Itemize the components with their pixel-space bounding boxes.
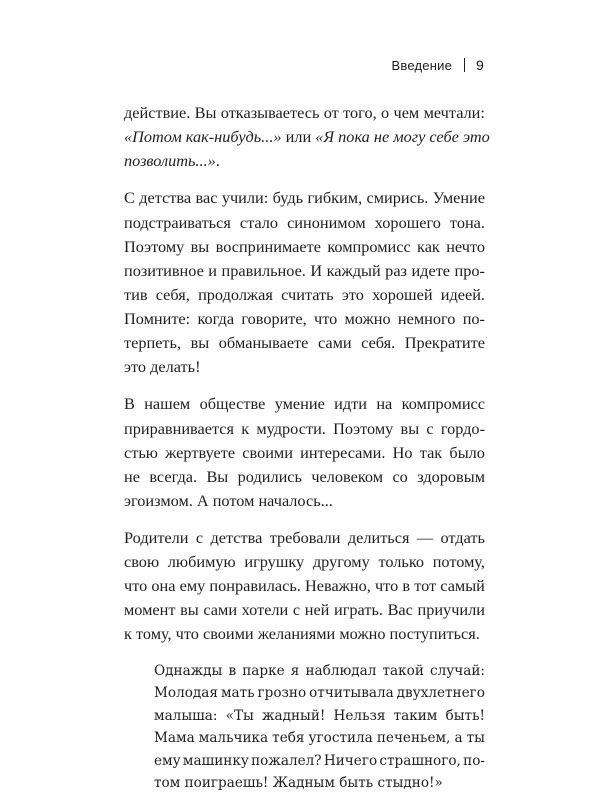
text-line: С детства вас учили: будь гибким, смирись. Умение	[124, 188, 485, 208]
text-line: действие. Вы отказываетесь от того, о чем мечтали:	[124, 103, 485, 122]
text-line: что она ему понравилась. Неважно, что в тот самый	[124, 576, 485, 596]
quote-line: ему машинку пожалел? Ничего страшного, по-	[154, 752, 485, 769]
text-line: Помните: когда говорите, что можно немного по-	[124, 308, 485, 328]
text-line: В нашем обществе умение идти на компромисс	[124, 394, 485, 414]
quote-line: Молодая мать грозно отчитывала двухлетнего	[154, 685, 485, 702]
paragraph-3	[124, 392, 485, 512]
text-line-italic-quotes	[124, 125, 490, 149]
text-line: позитивное и правильное. И каждый раз идете про-	[124, 260, 485, 280]
page-body	[124, 101, 490, 795]
text-line: Поэтому вы воспринимаете компромисс как нечто	[124, 236, 485, 256]
quote-line: малыша: «Ты жадный! Нельзя таким быть!	[154, 707, 485, 724]
text-line: это делать!	[124, 357, 201, 377]
page-number: 9	[476, 57, 484, 73]
section-title: Введение	[391, 57, 452, 73]
text-line: подстраиваться стало синонимом хорошего тона.	[124, 212, 485, 232]
text-line: к тому, что своими желаниями можно поступиться.	[124, 624, 480, 644]
quote-line: Однажды в парке я наблюдал такой случай:	[154, 662, 485, 679]
text-line: не всегда. Вы родились человеком со здоровым	[124, 466, 485, 486]
text-line	[124, 149, 485, 173]
running-head	[392, 57, 484, 73]
text-line: Родители с детства требовали делиться — отдать	[124, 528, 485, 548]
quote-line: Мама мальчика тебя угостила печеньем, а ты	[154, 730, 485, 747]
text-line: стью жертвуете своими интересами. Но так было	[124, 442, 485, 462]
paragraph-gap	[124, 647, 485, 660]
header-divider	[464, 58, 465, 72]
text-line: свою любимую игрушку другому только потому,	[124, 552, 485, 572]
paragraph-2	[124, 186, 485, 379]
text-line: терпеть, вы обманываете сами себя. Прекратите	[124, 333, 485, 353]
paragraph-1	[124, 101, 490, 173]
text-line: эгоизмом. А потом началось...	[124, 490, 333, 510]
italic-line: «Потом как-нибудь...» или «Я пока не могу себе это	[124, 127, 490, 147]
block-quote	[154, 660, 485, 795]
text-line: приравнивается к мудрости. Поэтому вы с гордо-	[124, 418, 485, 438]
paragraph-gap	[124, 173, 485, 186]
italic-line: позволить...».	[124, 151, 220, 171]
text-line: момент вы сами хотели с ней играть. Вас приучили	[124, 600, 485, 620]
paragraph-gap	[124, 513, 485, 526]
paragraph-gap	[124, 379, 485, 392]
quote-line: том поиграешь! Жадным быть стыдно!»	[154, 775, 443, 792]
paragraph-4	[124, 526, 485, 646]
text-line: тив себя, продолжая считать это хорошей идеей.	[124, 284, 485, 304]
